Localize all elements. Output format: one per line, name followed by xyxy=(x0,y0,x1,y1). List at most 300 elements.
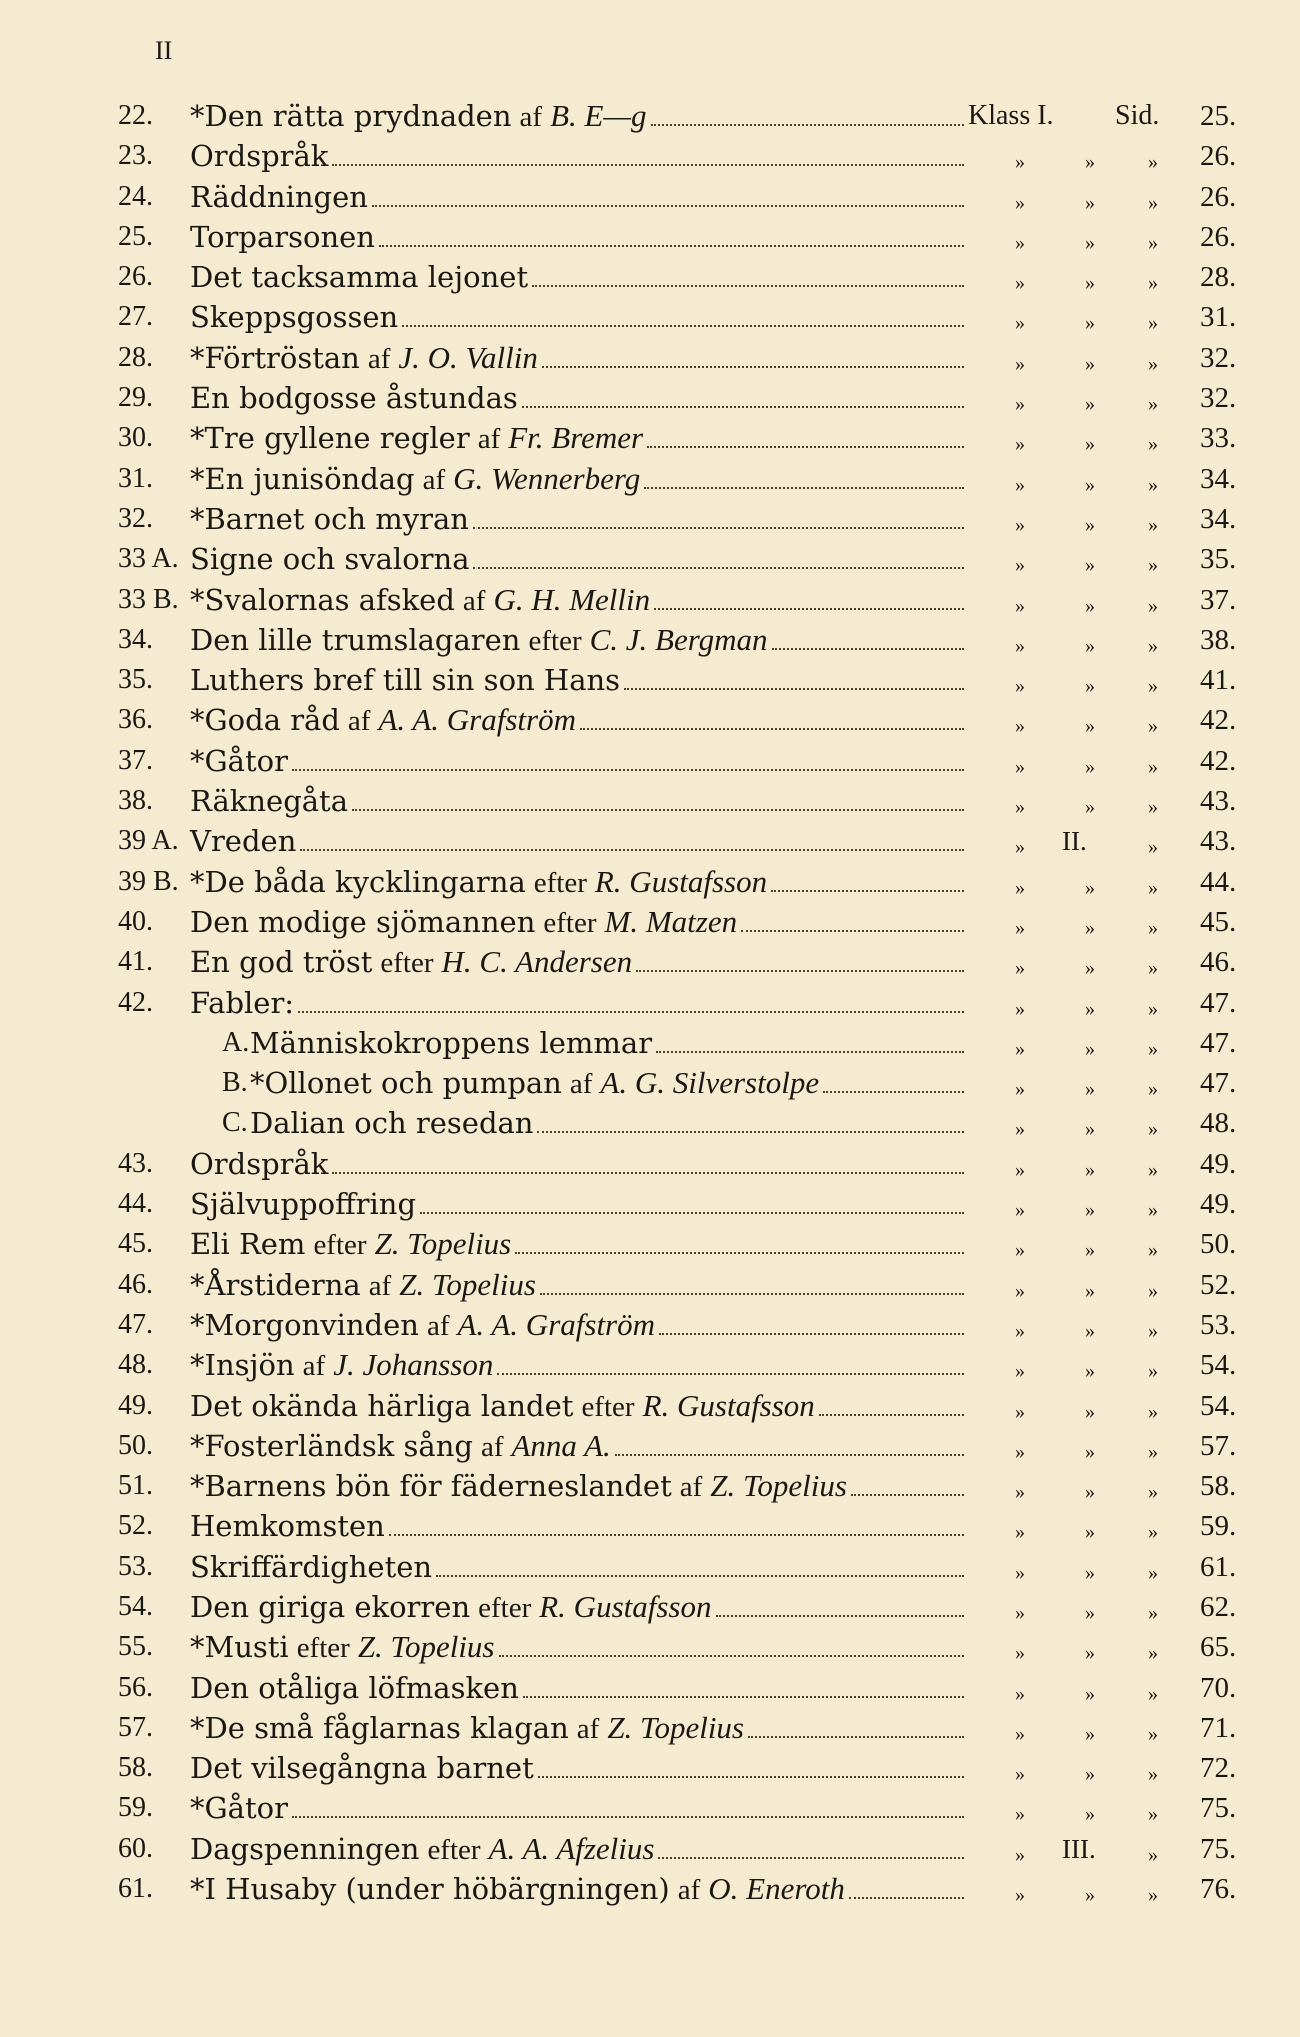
entry-title: Eli Rem xyxy=(190,1227,306,1262)
entry-connector: efter xyxy=(313,1229,367,1262)
ditto-mark: » xyxy=(1148,675,1158,698)
ditto-mark: » xyxy=(1015,836,1025,859)
ditto-mark: » xyxy=(1015,1682,1025,1705)
ditto-mark: » xyxy=(1148,231,1158,254)
dot-leader xyxy=(515,1252,964,1254)
entry-title-line xyxy=(250,1067,964,1100)
entry-connector: af xyxy=(519,101,543,133)
toc-entry xyxy=(0,1265,1300,1305)
entry-connector: efter xyxy=(528,624,582,657)
ditto-mark: » xyxy=(1085,513,1095,536)
ditto-mark: » xyxy=(1148,1400,1158,1423)
entry-author: Z. Topelius xyxy=(374,1226,512,1262)
toc-entry xyxy=(0,620,1300,660)
entry-number: 53. xyxy=(118,1550,153,1582)
entry-title-line xyxy=(190,1752,964,1784)
entry-title-line xyxy=(190,1470,964,1503)
entry-title: Den lille trumslagaren xyxy=(190,622,521,657)
toc-entry xyxy=(0,459,1300,499)
entry-title-line xyxy=(190,422,964,455)
ditto-mark: » xyxy=(1085,755,1095,778)
entry-number: 34. xyxy=(118,623,153,655)
ditto-mark: » xyxy=(1015,1561,1025,1584)
entry-number: 40. xyxy=(118,905,153,937)
entry-title: *Barnet och myran xyxy=(190,501,469,536)
toc-entry xyxy=(0,1547,1300,1587)
entry-page: 26. xyxy=(1200,180,1237,213)
toc-entry xyxy=(0,539,1300,579)
entry-title-line xyxy=(190,1551,964,1583)
entry-title-line xyxy=(190,181,964,213)
ditto-mark: » xyxy=(1148,352,1158,375)
toc-entry xyxy=(0,1103,1300,1143)
entry-author: O. Eneroth xyxy=(708,1871,845,1907)
ditto-mark: » xyxy=(1015,191,1025,214)
entry-author: R. Gustafsson xyxy=(539,1588,712,1624)
ditto-mark: » xyxy=(1085,594,1095,617)
entry-author: J. O. Vallin xyxy=(398,339,538,375)
ditto-mark: » xyxy=(1148,755,1158,778)
entry-number: 39 B. xyxy=(118,865,179,897)
entry-title: En god tröst xyxy=(190,945,373,980)
entry-author: Z. Topelius xyxy=(710,1468,847,1504)
entry-page: 26. xyxy=(1200,220,1237,253)
toc-entry xyxy=(0,338,1300,378)
dot-leader xyxy=(654,608,964,610)
ditto-mark: » xyxy=(1085,1642,1095,1665)
ditto-mark: » xyxy=(1085,1682,1095,1705)
toc-entry xyxy=(0,1829,1300,1869)
ditto-mark: » xyxy=(1085,1400,1095,1423)
ditto-mark: » xyxy=(1148,191,1158,214)
dot-leader xyxy=(420,1212,964,1214)
dot-leader xyxy=(849,1897,964,1899)
entry-number: 33 A. xyxy=(118,543,179,575)
entry-author: H. C. Andersen xyxy=(441,944,633,980)
entry-title-line xyxy=(190,987,964,1019)
dot-leader xyxy=(473,567,964,569)
entry-title: *Förtröstan xyxy=(190,340,360,375)
entry-title-line xyxy=(190,903,964,939)
entry-connector: af xyxy=(679,1471,703,1504)
toc-entry xyxy=(0,700,1300,740)
entry-author: A. G. Silverstolpe xyxy=(600,1065,820,1101)
toc-entry xyxy=(0,1587,1300,1627)
entry-page: 65. xyxy=(1200,1631,1237,1664)
toc-entry xyxy=(0,257,1300,297)
entry-title: Självuppoffring xyxy=(190,1187,417,1222)
entry-title: *I Husaby (under höbärgningen) xyxy=(190,1872,670,1907)
ditto-mark: » xyxy=(1148,513,1158,536)
ditto-mark: » xyxy=(1148,1803,1158,1826)
entry-page: 28. xyxy=(1200,261,1237,294)
ditto-mark: » xyxy=(1148,1884,1158,1907)
entry-author: A. A. Afzelius xyxy=(488,1830,655,1866)
ditto-mark: » xyxy=(1148,1440,1158,1463)
entry-page: 26. xyxy=(1200,140,1237,173)
entry-page: 42. xyxy=(1200,744,1237,777)
entry-title: *Morgonvinden xyxy=(190,1307,419,1342)
dot-leader xyxy=(772,648,964,650)
ditto-mark: » xyxy=(1085,1481,1095,1504)
ditto-mark: » xyxy=(1015,755,1025,778)
entry-title: Skriffärdigheten xyxy=(190,1549,433,1584)
entry-connector: efter xyxy=(478,1591,532,1624)
entry-title: *Gåtor xyxy=(190,1791,288,1826)
entry-page: 72. xyxy=(1200,1752,1237,1785)
entry-title-line xyxy=(190,621,964,657)
ditto-mark: » xyxy=(1085,393,1095,416)
entry-page: 42. xyxy=(1200,704,1237,737)
entry-title-line xyxy=(190,1631,964,1664)
entry-number: 33 B. xyxy=(118,583,179,615)
entry-title: *Den rätta prydnaden xyxy=(190,99,512,133)
table-of-contents xyxy=(0,96,1300,1909)
entry-page: 61. xyxy=(1200,1550,1237,1583)
ditto-mark: » xyxy=(1148,554,1158,577)
entry-page: 31. xyxy=(1200,301,1237,334)
entry-page: 70. xyxy=(1200,1671,1237,1704)
ditto-mark: » xyxy=(1148,1843,1158,1866)
ditto-mark: » xyxy=(1085,997,1095,1020)
ditto-mark: » xyxy=(1015,1521,1025,1544)
ditto-mark: » xyxy=(1085,1884,1095,1907)
ditto-mark: » xyxy=(1015,513,1025,536)
entry-title-line xyxy=(190,1266,964,1302)
entry-number: C. xyxy=(222,1107,248,1139)
ditto-mark: » xyxy=(1148,1239,1158,1262)
entry-page: 47. xyxy=(1200,1026,1237,1059)
entry-connector: efter xyxy=(427,1833,481,1866)
toc-entry xyxy=(0,378,1300,418)
entry-title: *Insjön xyxy=(190,1348,295,1383)
entry-number: 57. xyxy=(118,1711,153,1743)
entry-connector: efter xyxy=(380,947,434,980)
entry-title: *De små fåglarnas klagan xyxy=(190,1710,569,1745)
ditto-mark: » xyxy=(1085,916,1095,939)
entry-number: 46. xyxy=(118,1268,153,1300)
entry-number: 31. xyxy=(118,462,153,494)
dot-leader xyxy=(644,487,964,489)
ditto-mark: » xyxy=(1148,312,1158,335)
entry-page: 32. xyxy=(1200,382,1237,415)
toc-entry xyxy=(0,499,1300,539)
entry-number: 29. xyxy=(118,382,153,414)
ditto-mark: » xyxy=(1015,796,1025,819)
dot-leader xyxy=(716,1615,965,1617)
entry-title: *Goda råd xyxy=(190,703,340,738)
ditto-mark: » xyxy=(1085,796,1095,819)
entry-title-line xyxy=(190,382,964,414)
entry-title-line xyxy=(190,785,964,817)
entry-connector: af xyxy=(462,584,486,617)
ditto-mark: » xyxy=(1015,675,1025,698)
entry-number: 44. xyxy=(118,1188,153,1220)
entry-title: Hemkomsten xyxy=(190,1509,385,1544)
entry-number: 39 A. xyxy=(118,825,179,857)
ditto-mark: » xyxy=(1085,151,1095,174)
entry-number: 28. xyxy=(118,341,153,373)
toc-entry xyxy=(0,1023,1300,1063)
ditto-mark: » xyxy=(1148,1481,1158,1504)
ditto-mark: » xyxy=(1015,554,1025,577)
entry-title-line xyxy=(190,503,964,535)
ditto-mark: » xyxy=(1085,433,1095,456)
ditto-mark: » xyxy=(1015,312,1025,335)
ditto-mark: » xyxy=(1015,231,1025,254)
entry-title-line xyxy=(190,581,964,617)
entry-title: Ordspråk xyxy=(190,1146,329,1181)
toc-entry xyxy=(0,136,1300,176)
entry-title: Skeppsgossen xyxy=(190,300,399,335)
entry-connector: efter xyxy=(296,1632,350,1665)
toc-entry xyxy=(0,1063,1300,1103)
entry-page: 54. xyxy=(1200,1349,1237,1382)
entry-title: Luthers bref till sin son Hans xyxy=(190,663,621,698)
entry-number: 35. xyxy=(118,664,153,696)
toc-entry xyxy=(0,217,1300,257)
dot-leader xyxy=(522,406,964,408)
dot-leader xyxy=(659,1333,964,1335)
dot-leader xyxy=(540,1293,964,1295)
entry-page: 62. xyxy=(1200,1590,1237,1623)
ditto-mark: » xyxy=(1085,1279,1095,1302)
ditto-mark: » xyxy=(1148,1319,1158,1342)
ditto-mark: » xyxy=(1148,796,1158,819)
dot-leader xyxy=(651,124,965,126)
ditto-mark: » xyxy=(1085,957,1095,980)
ditto-mark: » xyxy=(1148,957,1158,980)
entry-title-line xyxy=(190,1427,964,1463)
entry-number: 50. xyxy=(118,1429,153,1461)
ditto-mark: » xyxy=(1148,151,1158,174)
entry-number: 37. xyxy=(118,744,153,776)
ditto-mark: » xyxy=(1015,1239,1025,1262)
entry-title: Den otåliga löfmasken xyxy=(190,1670,519,1705)
toc-entry xyxy=(0,1345,1300,1385)
entry-number: 27. xyxy=(118,301,153,333)
entry-title-line xyxy=(190,1306,964,1342)
toc-entry xyxy=(0,1668,1300,1708)
entry-page: 52. xyxy=(1200,1268,1237,1301)
entry-title-line xyxy=(190,745,964,777)
entry-page: 33. xyxy=(1200,422,1237,455)
entry-title: *Gåtor xyxy=(190,743,288,778)
ditto-mark: » xyxy=(1085,1440,1095,1463)
entry-connector: af xyxy=(426,1309,450,1342)
ditto-mark: » xyxy=(1148,1763,1158,1786)
entry-number: 43. xyxy=(118,1147,153,1179)
ditto-mark: » xyxy=(1085,1118,1095,1141)
dot-leader xyxy=(542,366,964,368)
entry-connector: af xyxy=(302,1350,326,1383)
entry-title: Dagspenningen xyxy=(190,1831,420,1866)
ditto-mark: » xyxy=(1148,1078,1158,1101)
entry-page: 34. xyxy=(1200,462,1237,495)
entry-number: 32. xyxy=(118,502,153,534)
entry-connector: efter xyxy=(581,1390,635,1423)
entry-author: A. A. Grafström xyxy=(378,702,576,738)
entry-page: 46. xyxy=(1200,946,1237,979)
entry-klass: II. xyxy=(1062,826,1087,857)
dot-leader xyxy=(332,164,964,166)
klass-header: Klass I. xyxy=(968,100,1054,131)
ditto-mark: » xyxy=(1148,272,1158,295)
ditto-mark: » xyxy=(1015,1642,1025,1665)
entry-page: 47. xyxy=(1200,1067,1237,1100)
entry-title-line xyxy=(190,1349,964,1382)
entry-page: 58. xyxy=(1200,1470,1237,1503)
entry-title-line xyxy=(190,1873,964,1906)
ditto-mark: » xyxy=(1148,836,1158,859)
entry-number: 36. xyxy=(118,704,153,736)
dot-leader xyxy=(741,930,964,932)
entry-connector: af xyxy=(368,1269,392,1302)
ditto-mark: » xyxy=(1015,1279,1025,1302)
toc-entry xyxy=(0,660,1300,700)
entry-number: 55. xyxy=(118,1631,153,1663)
entry-page: 50. xyxy=(1200,1228,1237,1261)
ditto-mark: » xyxy=(1085,1158,1095,1181)
entry-number: B. xyxy=(222,1067,248,1099)
dot-leader xyxy=(819,1414,964,1416)
dot-leader xyxy=(497,1373,964,1375)
dot-leader xyxy=(624,688,964,690)
dot-leader xyxy=(647,446,964,448)
entry-author: J. Johansson xyxy=(333,1347,494,1383)
entry-page: 43. xyxy=(1200,825,1237,858)
dot-leader xyxy=(292,1816,964,1818)
entry-page: 57. xyxy=(1200,1429,1237,1462)
toc-entry xyxy=(0,96,1300,136)
entry-number: 48. xyxy=(118,1349,153,1381)
entry-number: 41. xyxy=(118,946,153,978)
entry-title: *Årstiderna xyxy=(190,1267,361,1302)
entry-title-line xyxy=(190,704,964,737)
entry-title-line xyxy=(190,863,964,899)
entry-number: 22. xyxy=(118,100,153,131)
dot-leader xyxy=(300,849,964,851)
entry-author: Z. Topelius xyxy=(607,1709,744,1745)
dot-leader xyxy=(389,1534,964,1536)
ditto-mark: » xyxy=(1085,1199,1095,1222)
entry-title: *De båda kycklingarna xyxy=(190,864,526,899)
ditto-mark: » xyxy=(1085,1319,1095,1342)
entry-number: 45. xyxy=(118,1228,153,1260)
dot-leader xyxy=(436,1575,964,1577)
ditto-mark: » xyxy=(1085,1521,1095,1544)
toc-entry xyxy=(0,1184,1300,1224)
ditto-mark: » xyxy=(1148,393,1158,416)
ditto-mark: » xyxy=(1148,1199,1158,1222)
entry-number: 54. xyxy=(118,1590,153,1622)
ditto-mark: » xyxy=(1148,1722,1158,1745)
entry-connector: af xyxy=(422,463,446,496)
entry-number: 61. xyxy=(118,1873,153,1905)
entry-title: *Musti xyxy=(190,1630,289,1665)
entry-number: 49. xyxy=(118,1389,153,1421)
ditto-mark: » xyxy=(1015,1319,1025,1342)
entry-page: 38. xyxy=(1200,623,1237,656)
entry-title: Räknegåta xyxy=(190,784,348,819)
ditto-mark: » xyxy=(1015,997,1025,1020)
entry-title: Det okända härliga landet xyxy=(190,1388,574,1423)
dot-leader xyxy=(352,809,964,811)
entry-page: 48. xyxy=(1200,1107,1237,1140)
dot-leader xyxy=(473,527,964,529)
toc-entry xyxy=(0,1788,1300,1828)
ditto-mark: » xyxy=(1148,997,1158,1020)
entry-title: Dalian och resedan xyxy=(250,1106,534,1141)
ditto-mark: » xyxy=(1015,1481,1025,1504)
dot-leader xyxy=(372,205,964,207)
toc-entry xyxy=(0,580,1300,620)
ditto-mark: » xyxy=(1015,1199,1025,1222)
entry-title: Det vilsegångna barnet xyxy=(190,1751,534,1786)
entry-page: 54. xyxy=(1200,1389,1237,1422)
ditto-mark: » xyxy=(1148,634,1158,657)
ditto-mark: » xyxy=(1085,272,1095,295)
dot-leader xyxy=(538,1776,964,1778)
dot-leader xyxy=(332,1172,964,1174)
entry-page: 35. xyxy=(1200,543,1237,576)
ditto-mark: » xyxy=(1085,1561,1095,1584)
entry-page: 44. xyxy=(1200,865,1237,898)
ditto-mark: » xyxy=(1085,715,1095,738)
entry-number: 59. xyxy=(118,1792,153,1824)
entry-title-line xyxy=(190,1830,964,1866)
toc-entry xyxy=(0,1506,1300,1546)
entry-author: B. E—g xyxy=(550,98,647,133)
toc-entry xyxy=(0,1708,1300,1748)
ditto-mark: » xyxy=(1085,312,1095,335)
entry-number: 25. xyxy=(118,220,153,252)
ditto-mark: » xyxy=(1015,1037,1025,1060)
entry-title-line xyxy=(190,1148,964,1180)
entry-title: Fabler: xyxy=(190,985,295,1020)
entry-connector: af xyxy=(480,1430,504,1463)
entry-title: Det tacksamma lejonet xyxy=(190,260,529,295)
entry-title-line xyxy=(190,100,964,133)
entry-connector: af xyxy=(569,1068,593,1101)
ditto-mark: » xyxy=(1015,1360,1025,1383)
entry-page: 41. xyxy=(1200,664,1237,697)
entry-page: 49. xyxy=(1200,1188,1237,1221)
entry-title: *Fosterländsk sång xyxy=(190,1428,473,1463)
entry-author: M. Matzen xyxy=(604,903,738,939)
entry-title: Den modige sjömannen xyxy=(190,904,536,939)
entry-page: 49. xyxy=(1200,1147,1237,1180)
entry-page: 75. xyxy=(1200,1792,1237,1825)
ditto-mark: » xyxy=(1015,433,1025,456)
dot-leader xyxy=(292,769,964,771)
dot-leader xyxy=(580,728,964,730)
ditto-mark: » xyxy=(1015,1601,1025,1624)
entry-title-line xyxy=(190,1709,964,1745)
ditto-mark: » xyxy=(1148,1158,1158,1181)
entry-page: 37. xyxy=(1200,583,1237,616)
entry-title: *Svalornas afsked xyxy=(190,582,455,617)
ditto-mark: » xyxy=(1148,1360,1158,1383)
ditto-mark: » xyxy=(1015,916,1025,939)
entry-number: 24. xyxy=(118,180,153,212)
ditto-mark: » xyxy=(1148,1642,1158,1665)
toc-entry xyxy=(0,1144,1300,1184)
ditto-mark: » xyxy=(1085,675,1095,698)
ditto-mark: » xyxy=(1148,433,1158,456)
entry-title-line xyxy=(190,664,964,696)
entry-title-line xyxy=(190,946,964,979)
